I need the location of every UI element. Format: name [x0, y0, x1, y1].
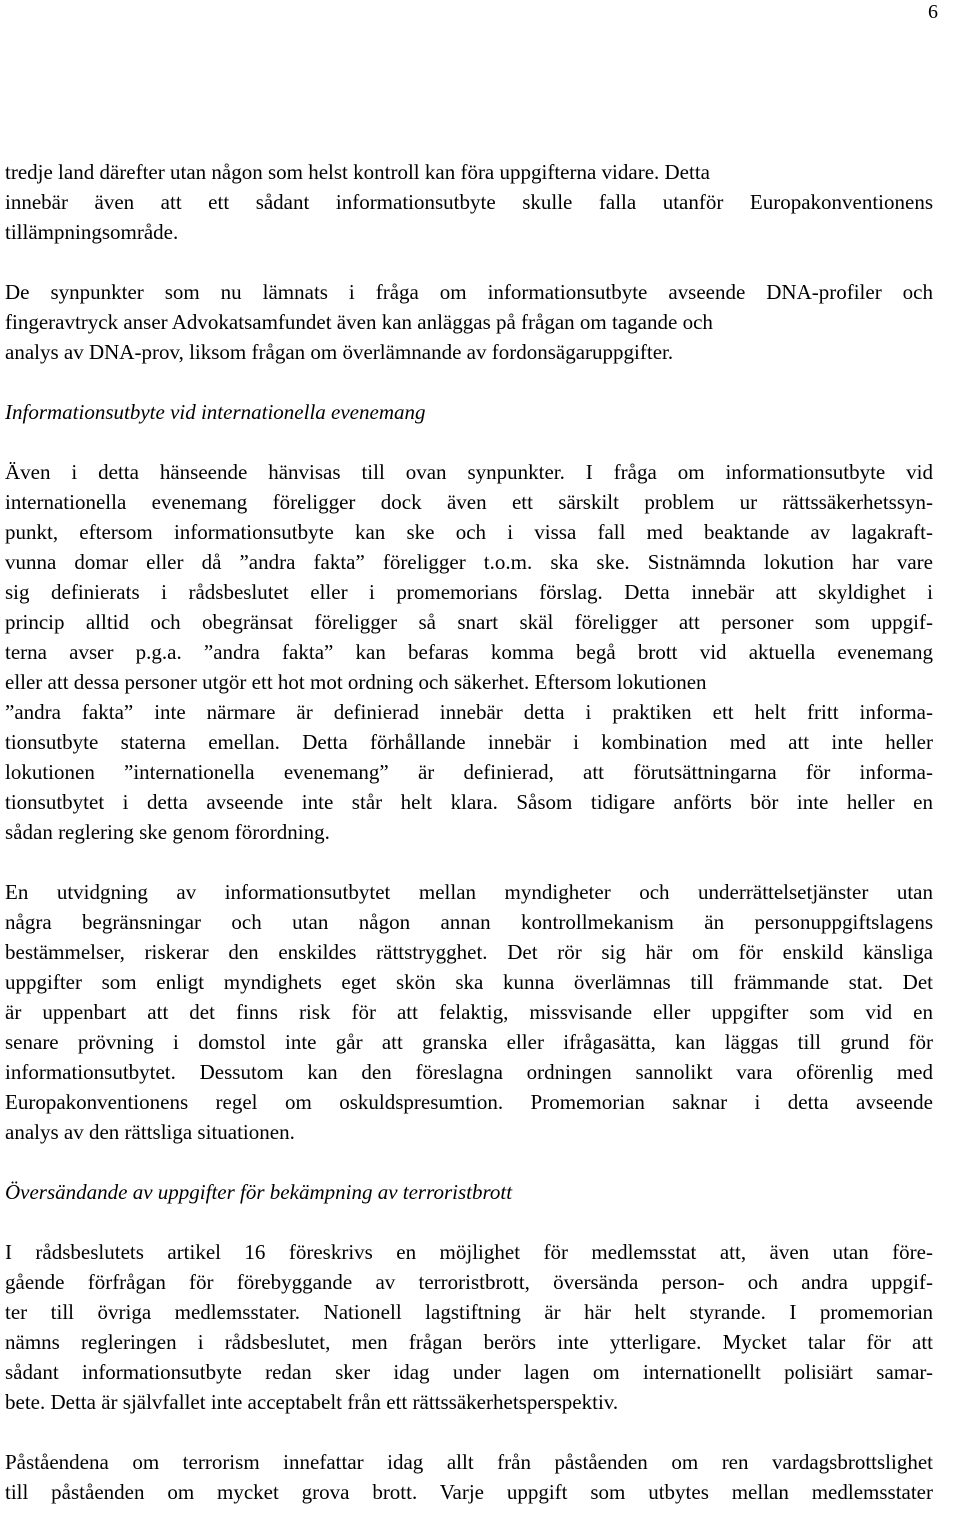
- text-line: tionsutbyte staterna emellan. Detta förhållande innebär i kombination med att inte heller: [5, 730, 933, 754]
- paragraph-gap: [5, 847, 933, 877]
- text-line: Informationsutbyte vid internationella evenemang: [5, 400, 426, 424]
- section-heading: [5, 397, 933, 427]
- paragraph: [5, 877, 933, 1147]
- text-line: ter till övriga medlemsstater. Nationell lagstiftning är här helt styrande. I promemorian: [5, 1300, 933, 1324]
- paragraph-gap: [5, 1207, 933, 1237]
- document-body: [5, 157, 933, 1507]
- text-line: sådant informationsutbyte redan sker idag under lagen om internationellt polisiärt samar-: [5, 1360, 933, 1384]
- paragraph-gap: [5, 367, 933, 397]
- text-line: vunna domar eller då ”andra fakta” föreligger t.o.m. ska ske. Sistnämnda lokution har vare: [5, 550, 933, 574]
- text-line: bete. Detta är självfallet inte acceptabelt från ett rättssäkerhetsperspektiv.: [5, 1390, 619, 1414]
- text-line: princip alltid och obegränsat föreligger så snart skäl föreligger att personer som uppgif-: [5, 610, 933, 634]
- text-line: internationella evenemang föreligger dock även ett särskilt problem ur rättssäkerhetssyn-: [5, 490, 933, 514]
- text-line: En utvidgning av informationsutbytet mellan myndigheter och underrättelsetjänster utan: [5, 880, 933, 904]
- paragraph: [5, 1447, 933, 1507]
- text-line: Översändande av uppgifter för bekämpning av terroristbrott: [5, 1180, 513, 1204]
- text-line: sig definierats i rådsbeslutet eller i promemorians förslag. Detta innebär att skyldighet i: [5, 580, 933, 604]
- text-line: nämns regleringen i rådsbeslutet, men frågan berörs inte ytterligare. Mycket talar för att: [5, 1330, 933, 1354]
- paragraph: [5, 1237, 933, 1417]
- text-line: tredje land därefter utan någon som helst kontroll kan föra uppgifterna vidare. Detta: [5, 160, 710, 184]
- section-heading: [5, 1177, 933, 1207]
- text-line: De synpunkter som nu lämnats i fråga om informationsutbyte avseende DNA-profiler och: [5, 280, 933, 304]
- text-line: Europakonventionens regel om oskuldspresumtion. Promemorian saknar i detta avseende: [5, 1090, 933, 1114]
- page-number: 6: [928, 1, 938, 23]
- paragraph-gap: [5, 427, 933, 457]
- text-line: ”andra fakta” inte närmare är definierad innebär detta i praktiken ett helt fritt informa-: [5, 700, 933, 724]
- text-line: några begränsningar och utan någon annan kontrollmekanism än personuppgiftslagens: [5, 910, 933, 934]
- text-line: analys av den rättsliga situationen.: [5, 1120, 295, 1144]
- text-line: informationsutbytet. Dessutom kan den föreslagna ordningen sannolikt vara oförenlig med: [5, 1060, 933, 1084]
- paragraph: [5, 277, 933, 367]
- paragraph-gap: [5, 247, 933, 277]
- text-line: tionsutbytet i detta avseende inte står helt klara. Såsom tidigare anförts bör inte heller en: [5, 790, 933, 814]
- text-line: terna avser p.g.a. ”andra fakta” kan befaras komma begå brott vid aktuella evenemang: [5, 640, 933, 664]
- paragraph-gap: [5, 1417, 933, 1447]
- text-line: senare prövning i domstol inte går att granska eller ifrågasätta, kan läggas till grund för: [5, 1030, 933, 1054]
- text-line: är uppenbart att det finns risk för att felaktig, missvisande eller uppgifter som vid en: [5, 1000, 933, 1024]
- text-line: Påståendena om terrorism innefattar idag allt från påståenden om ren vardagsbrottslighet: [5, 1450, 933, 1474]
- text-line: analys av DNA-prov, liksom frågan om överlämnande av fordonsägaruppgifter.: [5, 340, 674, 364]
- text-line: Även i detta hänseende hänvisas till ovan synpunkter. I fråga om informationsutbyte vid: [5, 460, 933, 484]
- paragraph-gap: [5, 1147, 933, 1177]
- text-line: punkt, eftersom informationsutbyte kan ske och i vissa fall med beaktande av lagakraft-: [5, 520, 933, 544]
- text-line: innebär även att ett sådant informationsutbyte skulle falla utanför Europakonventionens: [5, 190, 933, 214]
- text-line: fingeravtryck anser Advokatsamfundet även kan anläggas på frågan om tagande och: [5, 310, 713, 334]
- text-line: sådan reglering ske genom förordning.: [5, 820, 330, 844]
- text-line: tillämpningsområde.: [5, 220, 179, 244]
- paragraph: [5, 457, 933, 847]
- text-line: till påståenden om mycket grova brott. Varje uppgift som utbytes mellan medlemsstater: [5, 1480, 933, 1504]
- text-line: uppgifter som enligt myndighets eget skön ska kunna överlämnas till främmande stat. Det: [5, 970, 933, 994]
- text-line: eller att dessa personer utgör ett hot mot ordning och säkerhet. Eftersom lokutionen: [5, 670, 707, 694]
- text-line: lokutionen ”internationella evenemang” är definierad, att förutsättningarna för informa-: [5, 760, 933, 784]
- text-line: bestämmelser, riskerar den enskildes rättstrygghet. Det rör sig här om för enskild känsliga: [5, 940, 933, 964]
- text-line: I rådsbeslutets artikel 16 föreskrivs en möjlighet för medlemsstat att, även utan före-: [5, 1240, 933, 1264]
- paragraph: [5, 157, 933, 247]
- text-line: gående förfrågan för förebyggande av terroristbrott, översända person- och andra uppgif-: [5, 1270, 933, 1294]
